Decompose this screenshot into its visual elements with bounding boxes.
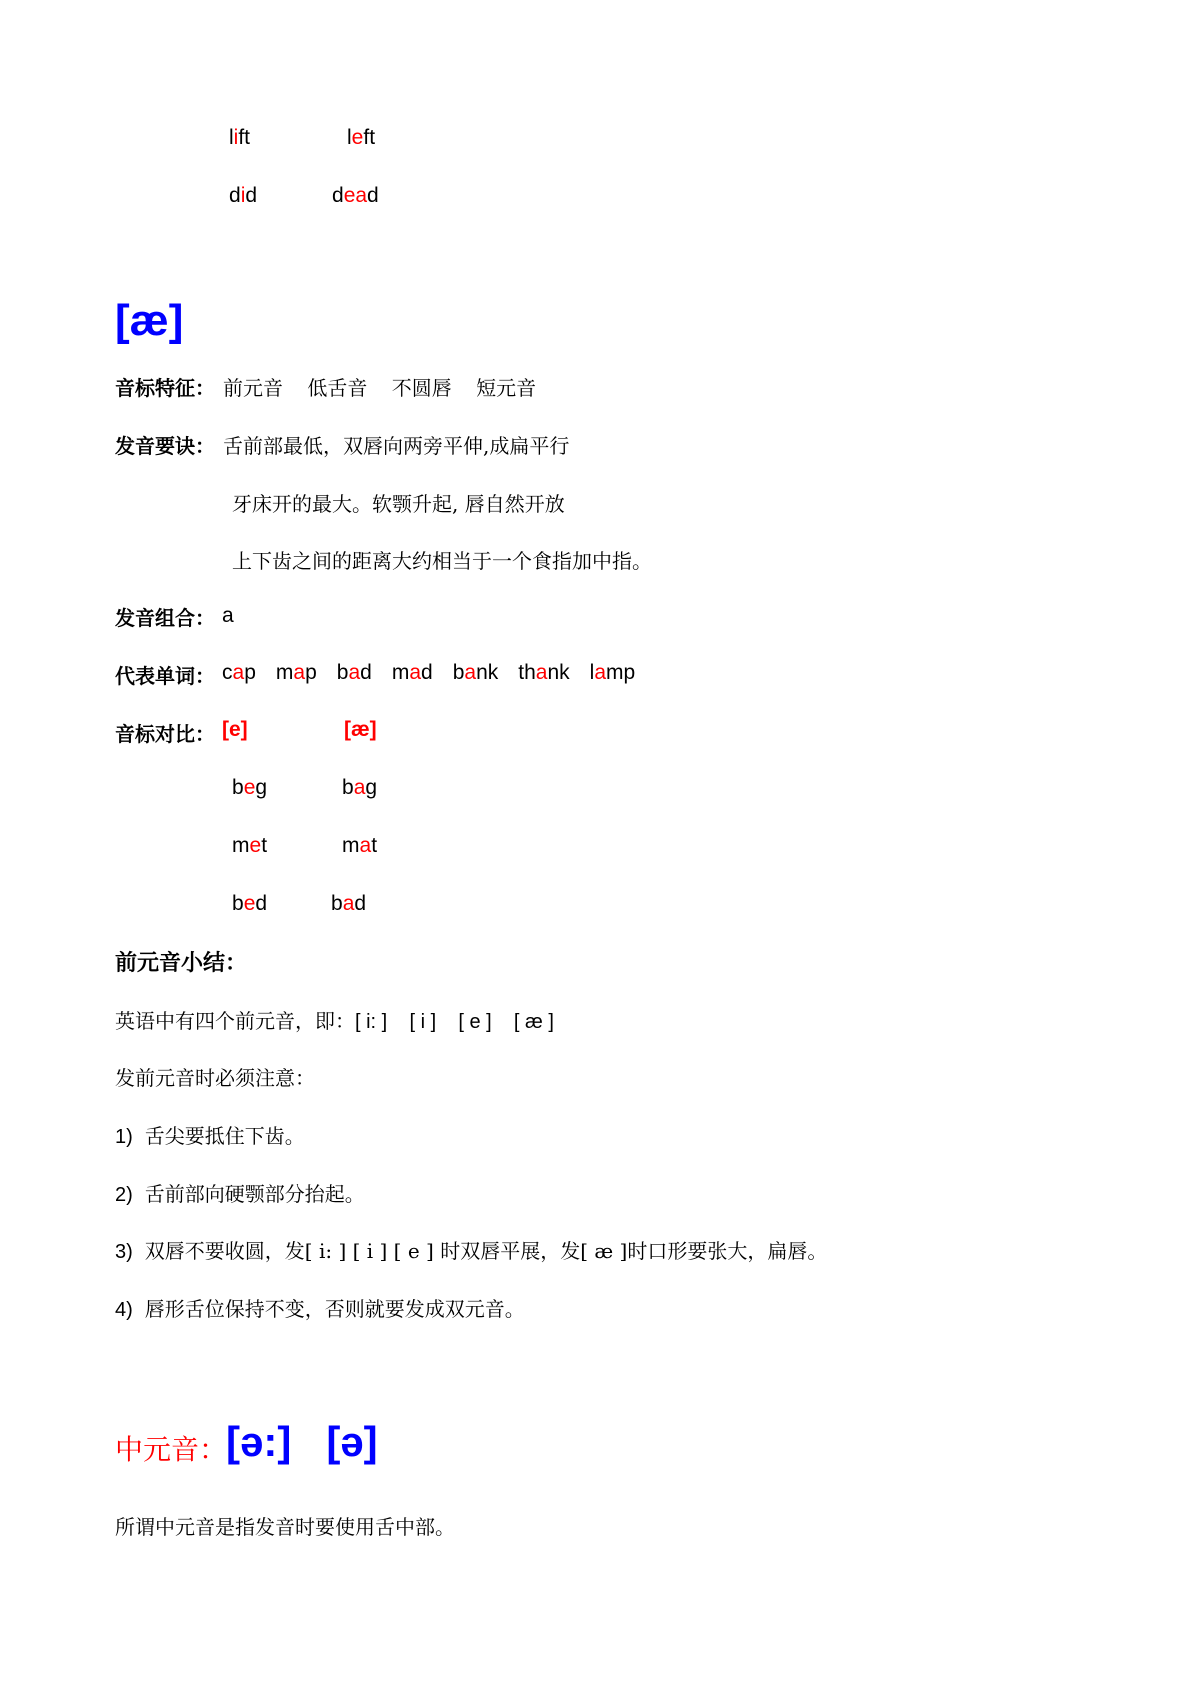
word-bad-compare: bad — [331, 892, 367, 915]
word-list — [222, 661, 635, 685]
word-bank: bank — [452, 661, 499, 684]
word-mat: mat — [342, 834, 378, 857]
word-map: map — [275, 661, 317, 684]
summary-intro-text: 英语中有四个前元音，即： — [115, 1009, 355, 1033]
word-part: l — [347, 126, 352, 149]
word-vowel: i — [240, 184, 246, 207]
word-lamp: lamp — [589, 661, 636, 684]
compare-label: 音标对比： — [115, 722, 215, 746]
combo-label: 发音组合： — [115, 606, 215, 630]
compare-header-ae: [æ] — [344, 718, 377, 741]
word-vowel: i — [233, 126, 239, 149]
features-list — [223, 372, 536, 401]
word-met: met — [232, 834, 268, 857]
word-lift — [229, 126, 250, 150]
word-part: d — [367, 184, 379, 207]
word-thank: thank — [518, 661, 570, 684]
word-bed: bed — [232, 892, 268, 915]
ae-heading: [æ] — [115, 296, 184, 345]
word-dead — [332, 184, 379, 208]
tip-line-2: 牙床开的最大。软颚升起, 唇自然开放 — [232, 492, 565, 516]
word-part: d — [245, 184, 258, 207]
middle-title-cn: 中元音： — [115, 1433, 228, 1466]
summary-intro — [115, 1005, 554, 1034]
combo-value: a — [222, 604, 234, 627]
word-bad: bad — [336, 661, 372, 684]
word-mad: mad — [391, 661, 433, 684]
summary-intro-ipa: [ i: ] [ i ] [ e ] [ æ ] — [355, 1011, 554, 1033]
summary-item-1: 1) 舌尖要抵住下齿。 — [115, 1124, 305, 1148]
middle-desc: 所谓中元音是指发音时要使用舌中部。 — [115, 1515, 455, 1539]
tips-label: 发音要诀： — [115, 434, 215, 458]
word-cap: cap — [222, 661, 256, 684]
feature-item: 前元音 — [223, 376, 283, 400]
feature-item: 短元音 — [476, 376, 537, 400]
summary-item-2: 2) 舌前部向硬颚部分抬起。 — [115, 1182, 365, 1206]
word-part: d — [229, 184, 241, 207]
summary-title: 前元音小结： — [115, 950, 248, 976]
summary-item-4: 4) 唇形舌位保持不变，否则就要发成双元音。 — [115, 1297, 525, 1321]
features-label: 音标特征： — [115, 376, 215, 400]
middle-title-ipa: [ə:] [ə] — [226, 1418, 378, 1465]
summary-item-3: 3) 双唇不要收圆，发[ i: ] [ i ] [ e ] 时双唇平展，发[ æ ]时口形要张大，扁唇。 — [115, 1239, 828, 1263]
tip-line-3: 上下齿之间的距离大约相当于一个食指加中指。 — [232, 549, 652, 573]
word-vowel: ea — [343, 184, 368, 207]
word-part: ft — [363, 126, 376, 149]
tip-line-1: 舌前部最低，双唇向两旁平伸,成扁平行 — [223, 434, 570, 458]
compare-header-e: [e] — [222, 718, 248, 741]
word-vowel: e — [351, 126, 364, 149]
word-left — [347, 126, 375, 150]
word-bag: bag — [342, 776, 378, 799]
word-beg: beg — [232, 776, 268, 799]
word-part: ft — [238, 126, 251, 149]
word-did — [229, 184, 257, 208]
word-part: l — [229, 126, 234, 149]
feature-item: 不圆唇 — [391, 376, 452, 400]
feature-item: 低舌音 — [307, 376, 368, 400]
summary-note: 发前元音时必须注意： — [115, 1066, 315, 1090]
word-part: d — [332, 184, 344, 207]
words-label: 代表单词： — [115, 664, 215, 688]
